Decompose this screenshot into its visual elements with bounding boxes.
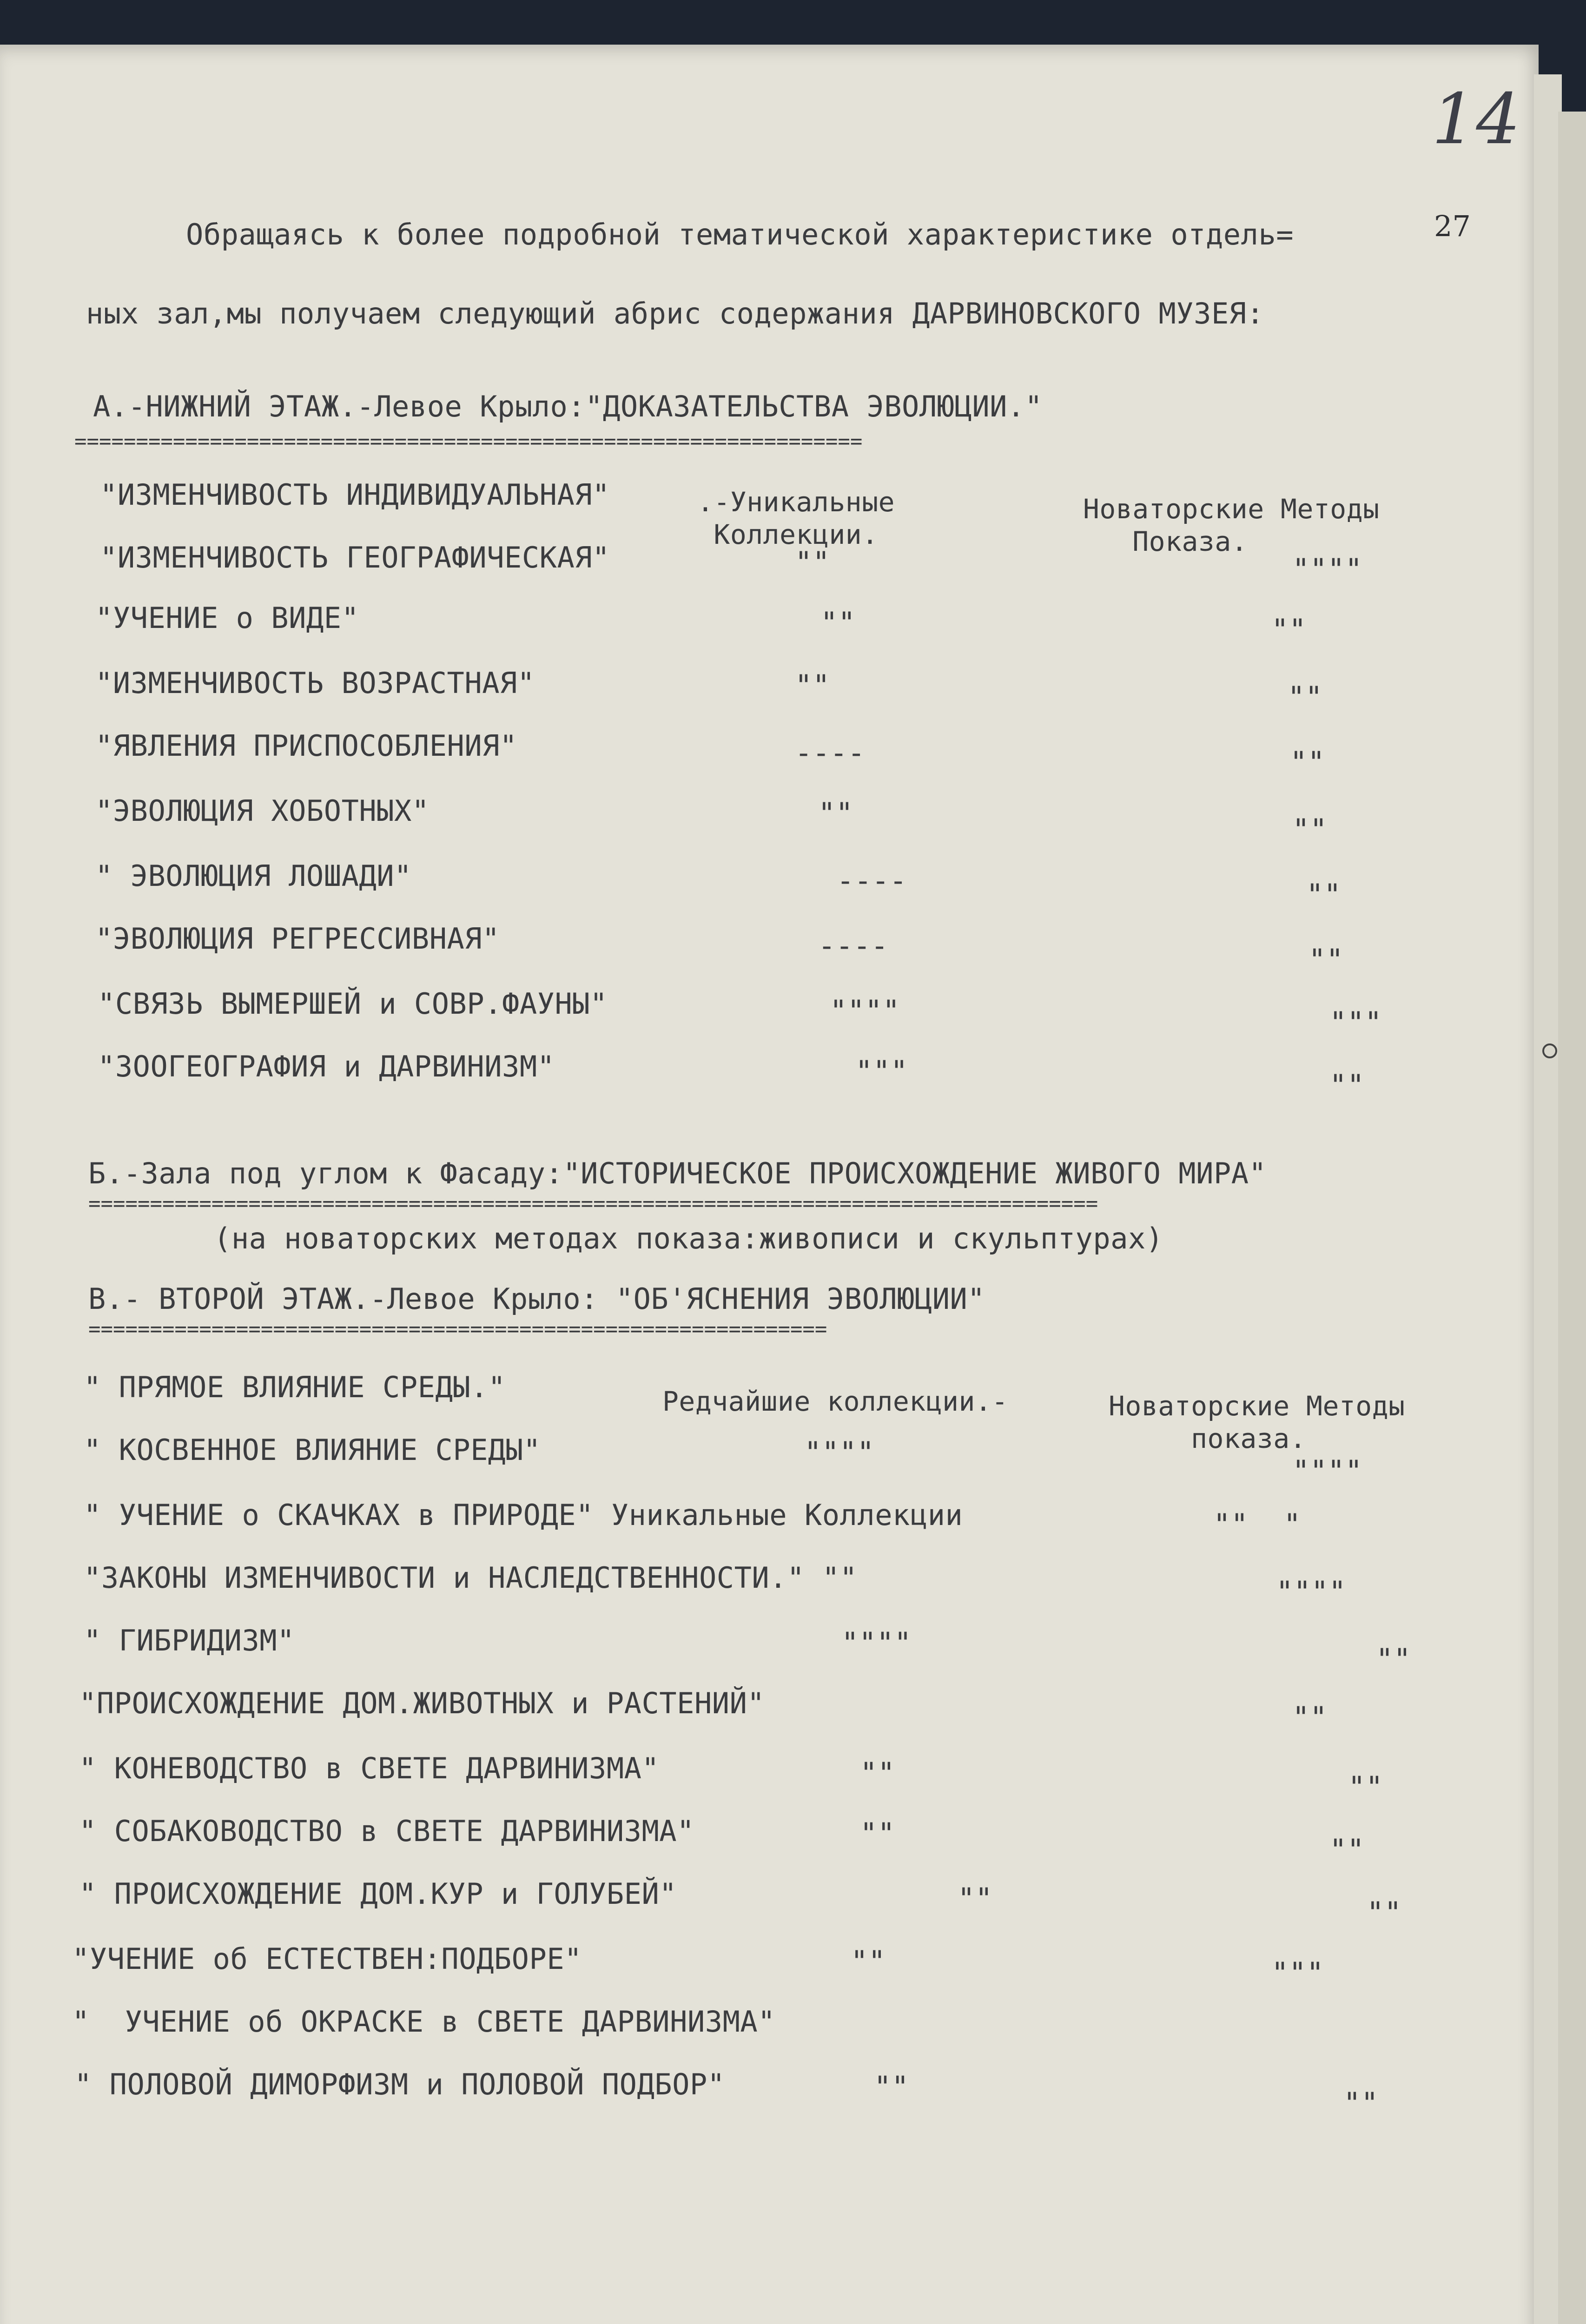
row-col1: "" <box>851 1944 886 1978</box>
row-label: " ПОЛОВОЙ ДИМОРФИЗМ и ПОЛОВОЙ ПОДБОР" <box>74 2067 725 2101</box>
row-col2: "" <box>1329 1833 1365 1867</box>
row-col2: "" <box>1329 1068 1365 1102</box>
row-col1: "" <box>818 796 853 830</box>
row-col2: "" <box>1376 1642 1411 1676</box>
row-col2: "" <box>1290 745 1325 779</box>
row-label: " КОСВЕННОЕ ВЛИЯНИЕ СРЕДЫ" <box>84 1433 541 1467</box>
section-a-col2-header: Новаторские Методы Показа. <box>1083 493 1380 557</box>
row-label: "ЭВОЛЮЦИЯ ХОБОТНЫХ" <box>95 794 430 828</box>
row-col1: "" <box>795 545 830 579</box>
row-col1: "" <box>860 1756 895 1790</box>
row-col2: "" <box>1343 2086 1379 2120</box>
section-b-title: Б.-Зала под углом к Фасаду:"ИСТОРИЧЕСКОЕ ПРОИСХОЖДЕНИЕ ЖИВОГО МИРА" <box>88 1156 1267 1190</box>
row-col2: "" <box>1292 812 1328 846</box>
row-label: "ЗООГЕОГРАФИЯ и ДАРВИНИЗМ" <box>98 1050 555 1083</box>
row-label: " ЭВОЛЮЦИЯ ЛОШАДИ" <box>95 859 412 893</box>
section-v-rule: ============================================================ <box>88 1322 827 1336</box>
row-col2: """ <box>1329 1005 1382 1039</box>
section-b-note: (на новаторских методах показа:живописи и скульптурах) <box>214 1221 1163 1255</box>
row-label: "ИЗМЕНЧИВОСТЬ ГЕОГРАФИЧЕСКАЯ" <box>100 541 610 574</box>
row-col1: "" <box>958 1882 993 1915</box>
intro-line-1: Обращаясь к более подробной тематической характеристике отдель= <box>186 218 1294 251</box>
section-a-title: А.-НИЖНИЙ ЭТАЖ.-Левое Крыло:"ДОКАЗАТЕЛЬСТВА ЭВОЛЮЦИИ." <box>93 390 1043 423</box>
row-label: "ЯВЛЕНИЯ ПРИСПОСОБЛЕНИЯ" <box>95 729 517 763</box>
row-label: " ГИБРИДИЗМ" <box>84 1624 295 1657</box>
row-label: "УЧЕНИЕ об ЕСТЕСТВЕН:ПОДБОРЕ" <box>72 1942 582 1976</box>
row-label: "ЭВОЛЮЦИЯ РЕГРЕССИВНАЯ" <box>95 922 500 956</box>
row-label: " УЧЕНИЕ о СКАЧКАХ в ПРИРОДЕ" Уникальные Коллекции <box>84 1498 963 1532</box>
row-label: "ПРОИСХОЖДЕНИЕ ДОМ.ЖИВОТНЫХ и РАСТЕНИЙ" <box>79 1686 765 1720</box>
row-col2: "" <box>1271 613 1307 647</box>
row-label: "СВЯЗЬ ВЫМЕРШЕЙ и СОВР.ФАУНЫ" <box>98 987 608 1021</box>
row-label: " ПРОИСХОЖДЕНИЕ ДОМ.КУР и ГОЛУБЕЙ" <box>79 1877 677 1911</box>
row-col1: ---- <box>837 864 907 898</box>
row-col2: "" <box>1367 1895 1402 1929</box>
section-b-rule: ================================================================================== <box>88 1197 1098 1211</box>
row-col1: "" <box>860 1816 895 1850</box>
row-col2: "" <box>1348 1770 1383 1804</box>
row-col1: ---- <box>795 736 866 770</box>
section-v-col1-header: Редчайшие коллекции.- <box>662 1386 1008 1417</box>
row-col2: "" <box>1292 1700 1328 1734</box>
row-label: " КОНЕВОДСТВО в СВЕТЕ ДАРВИНИЗМА" <box>79 1751 660 1785</box>
row-label: " ПРЯМОЕ ВЛИЯНИЕ СРЕДЫ." <box>84 1370 506 1404</box>
section-a-rule: ================================================================ <box>74 435 863 449</box>
row-col1: "" <box>874 2070 909 2104</box>
row-label: "ИЗМЕНЧИВОСТЬ ВОЗРАСТНАЯ" <box>95 666 535 700</box>
row-col2: "" <box>1306 878 1341 911</box>
row-col2: """ <box>1271 1956 1324 1990</box>
row-col1: ---- <box>818 929 889 963</box>
punch-hole <box>1542 1043 1557 1058</box>
row-col1: """ <box>855 1054 908 1088</box>
row-label: " СОБАКОВОДСТВО в СВЕТЕ ДАРВИНИЗМА" <box>79 1814 694 1848</box>
row-label: "УЧЕНИЕ о ВИДЕ" <box>95 601 359 635</box>
row-label: "ЗАКОНЫ ИЗМЕНЧИВОСТИ и НАСЛЕДСТВЕННОСТИ." "" <box>84 1561 858 1595</box>
row-col2: """" <box>1292 552 1363 586</box>
section-v-col2-header: Новаторские Методы показа. <box>1109 1390 1405 1454</box>
row-label: "ИЗМЕНЧИВОСТЬ ИНДИВИДУАЛЬНАЯ" <box>100 478 610 512</box>
row-col1: """" <box>841 1626 912 1660</box>
row-label: " УЧЕНИЕ об ОКРАСКЕ в СВЕТЕ ДАРВИНИЗМА" <box>72 2005 776 2039</box>
row-col2: "" <box>1308 943 1344 977</box>
section-a-col1-header: .-Уникальные Коллекции. <box>697 486 895 550</box>
underlying-sheet <box>1534 74 1562 2324</box>
row-col2: """" <box>1276 1575 1347 1609</box>
row-col2: "" <box>1288 680 1323 714</box>
handwritten-page-number: 14 <box>1432 79 1520 160</box>
intro-line-2: ных зал,мы получаем следующий абрис содержания ДАРВИНОВСКОГО МУЗЕЯ: <box>86 297 1264 330</box>
row-col1: """" <box>804 1435 875 1469</box>
row-col2: "" " <box>1213 1507 1302 1541</box>
row-col1: "" <box>795 668 830 702</box>
row-col1: "" <box>820 606 856 640</box>
typed-page-number: 27 <box>1434 209 1471 243</box>
row-col1: """" <box>830 994 900 1028</box>
underlying-sheet <box>1558 112 1586 2324</box>
row-col2: """" <box>1292 1454 1363 1488</box>
section-v-title: В.- ВТОРОЙ ЭТАЖ.-Левое Крыло: "ОБ'ЯСНЕНИЯ ЭВОЛЮЦИИ" <box>88 1282 985 1316</box>
